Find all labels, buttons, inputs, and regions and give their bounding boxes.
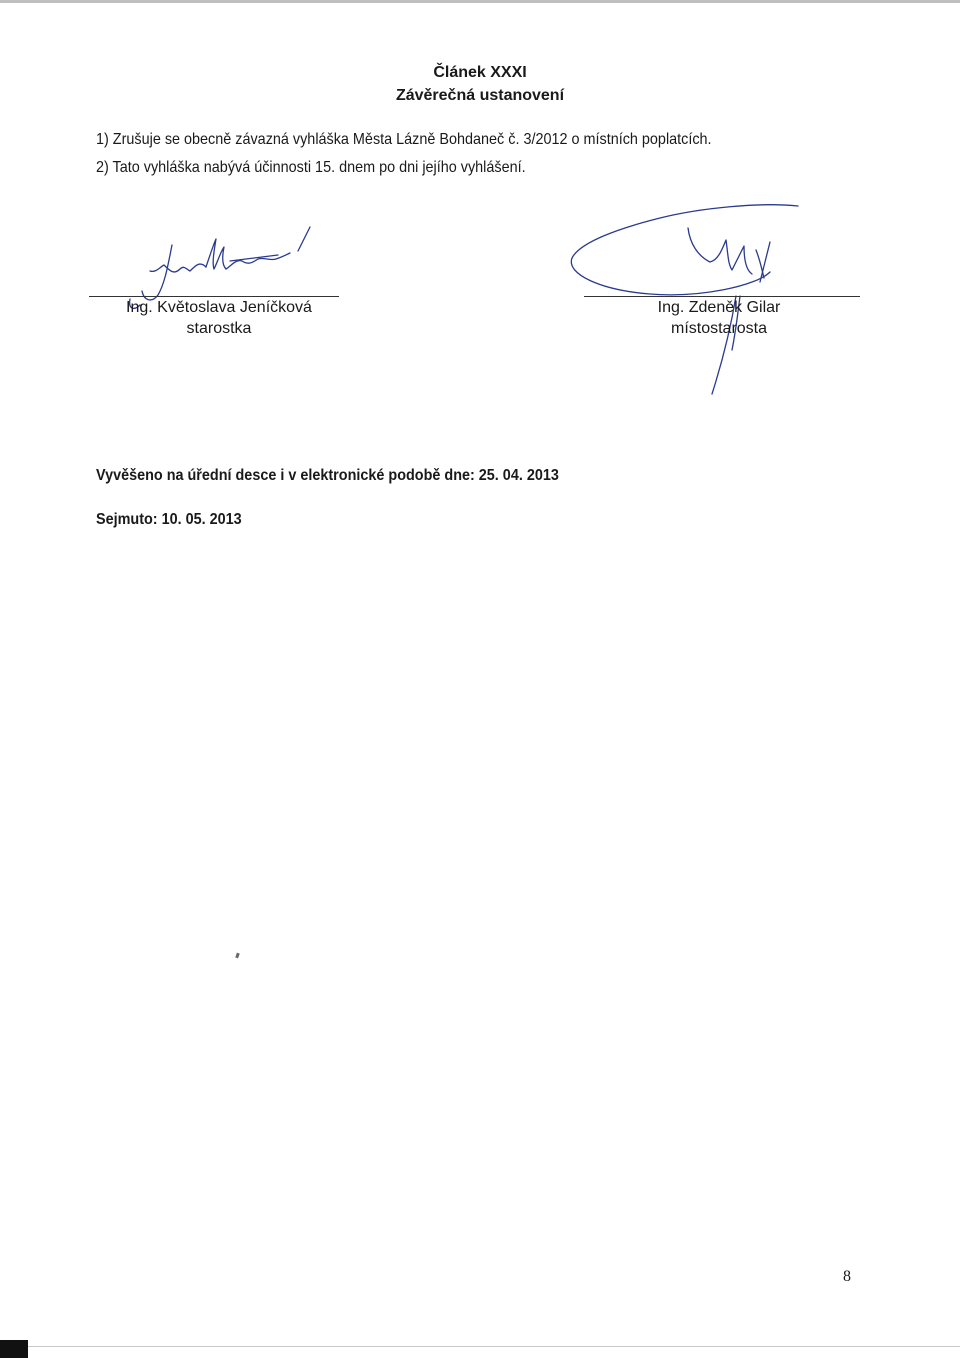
scan-edge-top	[0, 0, 960, 3]
paragraph-1: 1) Zrušuje se obecně závazná vyhláška Města Lázně Bohdaneč č. 3/2012 o místních poplatcích.	[96, 131, 712, 148]
paragraph-2: 2) Tato vyhláška nabývá účinnosti 15. dnem po dni jejího vyhlášení.	[96, 159, 526, 176]
article-title: Závěrečná ustanovení	[395, 87, 565, 104]
signature-line-right	[584, 296, 860, 297]
scan-edge-bottom	[0, 1346, 960, 1347]
signatory-name-left: Ing. Květoslava Jeníčková	[126, 299, 312, 316]
page-number: 8	[843, 1268, 851, 1285]
article-number: Článek XXXI	[433, 64, 527, 81]
scan-speck	[235, 953, 240, 959]
removed-notice: Sejmuto: 10. 05. 2013	[96, 511, 242, 528]
signatory-role-left: starostka	[186, 320, 252, 337]
signatory-role-right: místostarosta	[670, 320, 768, 337]
signatory-name-right: Ing. Zdeněk Gilar	[657, 299, 781, 316]
signature-line-left	[89, 296, 339, 297]
scan-corner-mark	[0, 1340, 28, 1358]
posted-notice: Vyvěšeno na úřední desce i v elektronické podobě dne: 25. 04. 2013	[96, 467, 559, 484]
